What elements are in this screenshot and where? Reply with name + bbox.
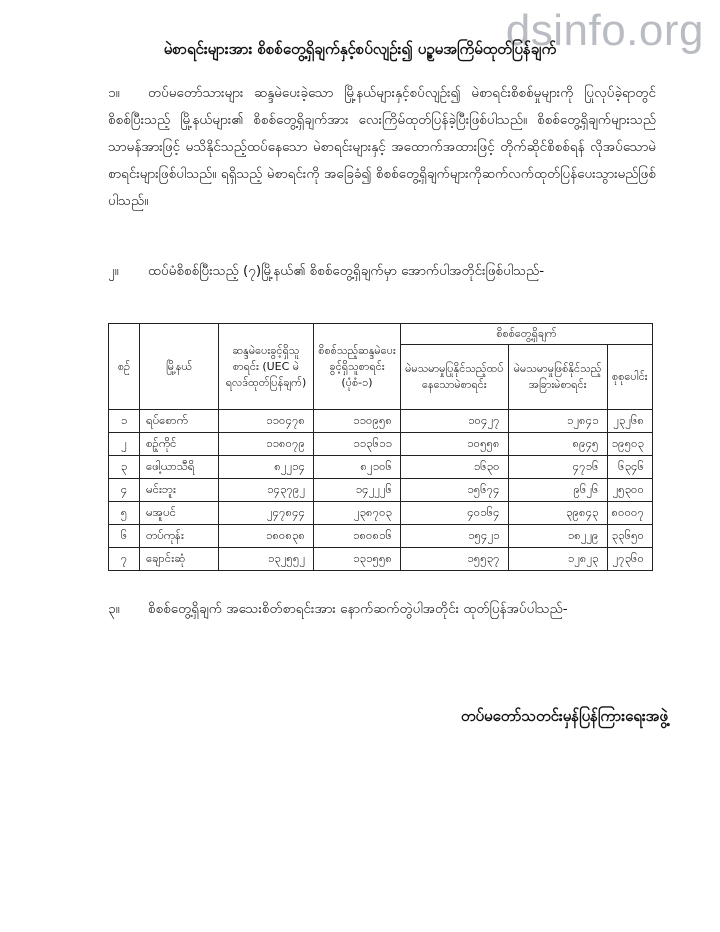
header-other-possible: မဲမသမာမှုဖြစ်နိုင်သည့်အခြားမဲစာရင်း (508, 345, 607, 410)
cell-total: ၂၃၂၆၈ (607, 410, 652, 433)
cell-checked-voters: ၁၈၀၈၁၆ (314, 525, 401, 548)
cell-total: ၂၇၃၆၀ (607, 548, 652, 571)
cell-township: ရပ်စောက် (140, 410, 219, 433)
cell-other-possible: ၁၂၈၄၁ (508, 410, 607, 433)
cell-township: စဉ့်ကိုင် (140, 433, 219, 456)
cell-serial: ၆ (109, 525, 140, 548)
header-unknown-duplicates: မဲမသမာမှုပြုနိုင်သည့်ထပ်နေသောမဲစာရင်း (401, 345, 509, 410)
cell-serial: ၂ (109, 433, 140, 456)
header-township: မြို့နယ် (140, 324, 219, 410)
cell-eligible-voters: ၂၄၇၈၄၄ (219, 502, 314, 525)
table-row (109, 456, 653, 479)
cell-serial: ၄ (109, 479, 140, 502)
table-row (109, 410, 653, 433)
table-row (109, 502, 653, 525)
paragraph-text: ထပ်မံစိစစ်ပြီးသည့် (၇)မြို့နယ်၏ စိစစ်တွေ့ရှိချက်မှာ အောက်ပါအတိုင်းဖြစ်ပါသည်- (148, 263, 545, 279)
cell-serial: ၃ (109, 456, 140, 479)
findings-table (108, 323, 653, 571)
header-total: စုစုပေါင်း (607, 345, 652, 410)
paragraph-number: ၃။ (108, 601, 120, 617)
cell-township: ဖေါ့ယာသီရိ (140, 456, 219, 479)
cell-eligible-voters: ၁၈၀၈၃၈ (219, 525, 314, 548)
cell-township: မအူပင် (140, 502, 219, 525)
cell-unknown-duplicates: ၄၀၁၆၄ (401, 502, 509, 525)
cell-checked-voters: ၁၁၃၆၁၁ (314, 433, 401, 456)
cell-other-possible: ၉၆၂၆ (508, 479, 607, 502)
cell-unknown-duplicates: ၁၀၅၅၈ (401, 433, 509, 456)
issuer-signature: တပ်မတော်သတင်းမှန်ပြန်ကြားရေးအဖွဲ့ (460, 707, 668, 725)
cell-total: ၁၉၅၀၃ (607, 433, 652, 456)
cell-eligible-voters: ၁၁၈၀၇၉ (219, 433, 314, 456)
cell-eligible-voters: ၁၁၀၄၇၈ (219, 410, 314, 433)
cell-unknown-duplicates: ၁၅၅၃၇ (401, 548, 509, 571)
paragraph-number: ၁။ (108, 85, 120, 101)
paragraph-3 (108, 596, 656, 623)
cell-checked-voters: ၈၂၁၀၆ (314, 456, 401, 479)
cell-total: ၆၃၄၆ (607, 456, 652, 479)
paragraph-number: ၂။ (108, 263, 119, 279)
watermark-logo: dsinfo.org (505, 6, 704, 55)
cell-serial: ၅ (109, 502, 140, 525)
cell-other-possible: ၁၈၂၂၉ (508, 525, 607, 548)
cell-other-possible: ၈၉၄၅ (508, 433, 607, 456)
table-row (109, 548, 653, 571)
cell-serial: ၁ (109, 410, 140, 433)
cell-unknown-duplicates: ၁၅၆၇၄ (401, 479, 509, 502)
cell-unknown-duplicates: ၁၅၄၂၁ (401, 525, 509, 548)
cell-total: ၃၃၆၅၀ (607, 525, 652, 548)
cell-total: ၈၀၀၀၇ (607, 502, 652, 525)
header-checked-voters: စိစစ်သည့်ဆန္ဒမဲပေးခွင့်ရှိသူစာရင်း (ပုံစံ-၁) (314, 324, 401, 410)
cell-township: ချောင်းဆုံ (140, 548, 219, 571)
paragraph-1 (108, 80, 656, 215)
cell-total: ၂၅၃၀၀ (607, 479, 652, 502)
cell-other-possible: ၁၂၈၂၃ (508, 548, 607, 571)
table-row (109, 479, 653, 502)
cell-serial: ၇ (109, 548, 140, 571)
cell-eligible-voters: ၁၄၃၇၉၂ (219, 479, 314, 502)
cell-unknown-duplicates: ၁၆၃၀ (401, 456, 509, 479)
document-title: မဲစာရင်းများအား စိစစ်တွေ့ရှိချက်နှင့်စပ်လျဉ်း၍ ပဥ္စမအကြိမ်ထုတ်ပြန်ချက် (163, 40, 557, 58)
header-serial: စဉ် (109, 324, 140, 410)
cell-township: တပ်ကုန်း (140, 525, 219, 548)
table-row (109, 433, 653, 456)
cell-other-possible: ၄၇၁၆ (508, 456, 607, 479)
cell-township: မင်းဘူး (140, 479, 219, 502)
cell-unknown-duplicates: ၁၀၄၂၇ (401, 410, 509, 433)
cell-checked-voters: ၁၄၂၂၂၆ (314, 479, 401, 502)
cell-checked-voters: ၁၃၁၅၅၈ (314, 548, 401, 571)
header-findings-group: စိစစ်တွေ့ရှိချက် (401, 324, 653, 345)
table-row (109, 525, 653, 548)
table-body (109, 410, 653, 571)
cell-checked-voters: ၁၁၀၉၅၈ (314, 410, 401, 433)
paragraph-2 (108, 258, 656, 285)
cell-eligible-voters: ၁၃၂၅၅၂ (219, 548, 314, 571)
cell-other-possible: ၃၉၈၄၃ (508, 502, 607, 525)
paragraph-text: စိစစ်တွေ့ရှိချက် အသေးစိတ်စာရင်းအား နောက်ဆက်တွဲပါအတိုင်း ထုတ်ပြန်အပ်ပါသည်- (148, 601, 568, 617)
cell-checked-voters: ၂၃၈၇၀၃ (314, 502, 401, 525)
paragraph-text: တပ်မတော်သားများ ဆန္ဒမဲပေးခဲ့သော မြို့နယ်များနှင့်စပ်လျဉ်း၍ မဲစာရင်းစိစစ်မှုများကို ပြုလုပ်ခဲ့ရာတွင် စိစစ်ပြီးသည့် မြို့နယ်များ၏ စိစစ်တွေ့ရှိချက်အား လေးကြိမ်ထုတ်ပြန်ခဲ့ပြီးဖြစ်ပါသည်။ စိစစ်တွေ့ရှိချက်များသည် သာမန်အားဖြင့် မသိနိုင်သည့်ထပ်နေသော မဲစာရင်းများနှင့် အထောက်အထားဖြင့် တိုက်ဆိုင်စိစစ်ရန် လိုအပ်သောမဲစာရင်းများဖြစ်ပါသည်။ ရရှိသည့် မဲစာရင်းကို အခြေခံ၍ စိစစ်တွေ့ရှိချက်များကိုဆက်လက်ထုတ်ပြန်ပေးသွားမည်ဖြစ်ပါသည်။ (108, 85, 656, 209)
cell-eligible-voters: ၈၂၂၁၄ (219, 456, 314, 479)
header-eligible-voters: ဆန္ဒမဲပေးခွင့်ရှိသူစာရင်း (UEC မဲရလဒ်ထုတ်ပြန်ချက်) (219, 324, 314, 410)
